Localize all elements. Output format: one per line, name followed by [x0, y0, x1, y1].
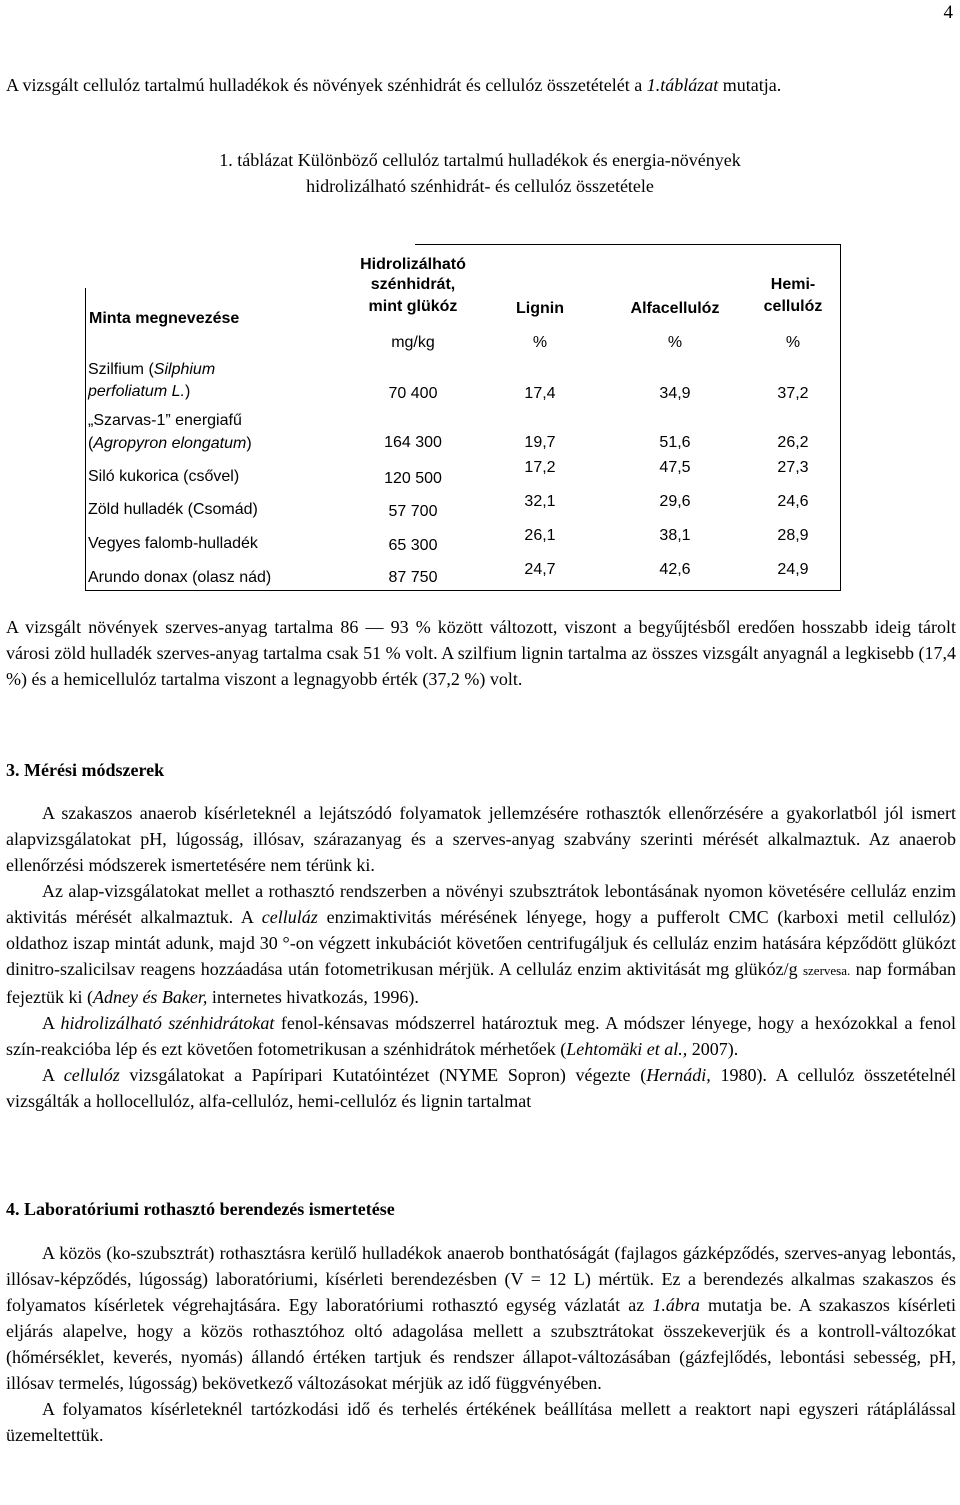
- row-4-name: Vegyes falomb-hulladék: [88, 535, 258, 552]
- row-1-lignin: 19,7: [524, 434, 556, 451]
- row-0-carb: 70 400: [388, 385, 438, 402]
- intro-text-a: A vizsgált cellulóz tartalmú hulladékok és növények szénhidrát és cellulóz összetételét a: [6, 75, 647, 95]
- caption-line-2: hidrolizálható szénhidrát- és cellulóz összetétele: [306, 176, 654, 196]
- methods-paragraph-c: [6, 1010, 956, 1062]
- intro-paragraph: [6, 72, 956, 98]
- results-paragraph: A vizsgált növények szerves-anyag tartalma 86 — 93 % között változott, viszont a begyűjtésből eredően hosszabb ideig tárolt városi zöld hulladék szerves-anyag tartalma csak 51 % volt. A szilfium lignin tartalma az összes vizsgált anyagnál a legkisebb (17,4 %) és a hemicellulóz tartalma viszont a legnagyobb érték (37,2 %) volt.: [6, 617, 956, 689]
- methods-c-italic-1: hidrolizálható szénhidrátokat: [60, 1013, 275, 1033]
- row-1-alfa: 51,6: [659, 434, 691, 451]
- row-1-carb: 164 300: [384, 434, 442, 451]
- row-3-hemi: 24,6: [777, 493, 809, 510]
- row-1-name: [88, 409, 298, 455]
- row-0-name-a: Szilfium (: [88, 361, 154, 378]
- header-name: Minta megnevezése: [89, 310, 240, 327]
- row-0-hemi: 37,2: [777, 385, 809, 402]
- row-1-name-b: ): [246, 435, 252, 452]
- header-carb-3: mint glükóz: [368, 298, 458, 315]
- row-1-name-a: „Szarvas-1” energiafű (: [88, 412, 242, 452]
- row-0-name: [88, 359, 263, 403]
- lab-a-text-1: A közös (ko-szubsztrát) rothasztásra kerülő hulladékok anaerob bonthatóságát (fajlagos gázképződés, szerves-anyag lebontás, illósav-képződés, lúgosság) laboratóriumi, kísérleti berendezésben (V = 12 L) mértük. Ez a berendezés alkalmas szakaszos és folyamatos kísérletek végrehajtására. Egy laboratóriumi rothasztó egység vázlatát az: [6, 1243, 956, 1315]
- row-2-lignin: 17,2: [524, 459, 556, 476]
- row-0-lignin: 17,4: [524, 385, 556, 402]
- row-2-carb: 120 500: [384, 470, 442, 487]
- methods-d-text-1: A: [42, 1065, 64, 1085]
- header-alfa: Alfacellulóz: [630, 300, 720, 317]
- row-1-hemi: 26,2: [777, 434, 809, 451]
- row-0-name-italic: Silphium perfoliatum L.: [88, 361, 216, 400]
- row-4-lignin: 26,1: [524, 527, 556, 544]
- methods-c-italic-2: Lehtomäki et al.,: [566, 1039, 688, 1059]
- row-2-alfa: 47,5: [659, 459, 691, 476]
- methods-paragraph-a: A szakaszos anaerob kísérleteknél a lejátszódó folyamatok jellemzésére rothasztók ellenőrzésére a gyakorlatból jól ismert alapvizsgálatokat pH, lúgosság, illósav, szárazanyag és a szerves-anyag szabvány szerinti mérését alkalmaztuk. Az anaerob ellenőrzési módszerek ismertetésére nem térünk ki.: [6, 803, 956, 875]
- row-5-lignin: 24,7: [524, 561, 556, 578]
- unit-hemi: %: [785, 334, 801, 351]
- row-4-hemi: 28,9: [777, 527, 809, 544]
- methods-b-italic-1: celluláz: [261, 907, 318, 927]
- page-number: 4: [943, 2, 953, 23]
- row-2-hemi: 27,3: [777, 459, 809, 476]
- row-5-name: Arundo donax (olasz nád): [88, 569, 272, 586]
- header-carb-1: Hidrolizálható: [360, 256, 466, 273]
- table-bottom-border: [85, 590, 841, 591]
- lab-paragraph-a: [6, 1240, 956, 1396]
- header-hemi-2: cellulóz: [763, 298, 823, 315]
- row-3-carb: 57 700: [388, 503, 438, 520]
- header-hemi-1: Hemi-: [770, 276, 816, 293]
- row-0-name-b: ): [184, 383, 191, 400]
- section-4-body: [6, 1240, 956, 1448]
- header-carb-2: szénhidrát,: [370, 276, 456, 293]
- methods-b-text-4: internetes hivatkozás, 1996).: [207, 987, 419, 1007]
- methods-b-text-3: nap formában fejeztük ki (: [6, 959, 956, 1007]
- row-3-alfa: 29,6: [659, 493, 691, 510]
- header-lignin: Lignin: [516, 300, 564, 317]
- table-caption: [0, 147, 960, 199]
- row-5-hemi: 24,9: [777, 561, 809, 578]
- row-3-lignin: 32,1: [524, 493, 556, 510]
- unit-carb: mg/kg: [391, 334, 435, 351]
- methods-d-italic-2: Hernádi,: [646, 1065, 711, 1085]
- row-3-name: Zöld hulladék (Csomád): [88, 501, 258, 518]
- caption-line-1: 1. táblázat Különböző cellulóz tartalmú hulladékok és energia-növények: [219, 150, 741, 170]
- row-2-name: Siló kukorica (csővel): [88, 468, 240, 485]
- unit-alfa: %: [667, 334, 683, 351]
- row-4-alfa: 38,1: [659, 527, 691, 544]
- row-5-carb: 87 750: [388, 569, 438, 586]
- methods-b-text-1: Az alap-vizsgálatokat mellet a rothasztó rendszerben a növényi szubsztrátok lebontásának nyomon követésére celluláz enzim aktivitás mérését alkalmaztuk. A: [6, 881, 956, 927]
- methods-b-text-2: enzimaktivitás mérésének lényege, hogy a pufferolt CMC (karboxi metil cellulóz) oldathoz iszap mintát adunk, majd 30 °-on végzett inkubációt követően centrifugáljuk és celluláz enzim hatására képződött glükózt dinitro-szalicilsav reagens hozzáadása után fotometrikusan mérjük. A celluláz enzim aktivitását mg glükóz/g: [6, 907, 957, 979]
- methods-c-text-3: 2007).: [687, 1039, 739, 1059]
- section-4-heading: 4. Laboratóriumi rothasztó berendezés ismertetése: [6, 1199, 395, 1219]
- methods-b-small: szervesa.: [802, 963, 851, 978]
- composition-table: [85, 244, 841, 591]
- methods-c-text-1: A: [42, 1013, 61, 1033]
- lab-a-text-2: mutatja be. A szakaszos kísérleti eljárás alapelve, hogy a közös rothasztóhoz oltó adagolása mellett a szubsztrátokat összekeverjük és a kontroll-változókat (hőmérséklet, keverés, nyomás) állandó értéken tartjuk és rendszer állapot-változásában (gázfejlődés, lebontási sebesség, pH, illósav termelés, lúgosság) bekövetkező változásokat mérjük az idő függvényében.: [6, 1295, 957, 1393]
- lab-paragraph-b: A folyamatos kísérleteknél tartózkodási idő és terhelés értékének beállítása mellett a reaktort napi egyszeri rátáplálással üzemeltettük.: [6, 1399, 956, 1445]
- methods-d-italic-1: cellulóz: [63, 1065, 120, 1085]
- methods-c-text-2: fenol-kénsavas módszerrel határoztuk meg. A módszer lényege, hogy a hexózokkal a fenol szín-reakcióba lép és ezt követően fotometrikusan a szénhidrátok mérhetőek (: [6, 1013, 957, 1059]
- section-3-heading: 3. Mérési módszerek: [6, 760, 165, 780]
- table-left-border: [85, 288, 86, 591]
- section-3-body: [6, 800, 956, 1114]
- intro-text-b: mutatja.: [718, 75, 782, 95]
- methods-paragraph-d: [6, 1062, 956, 1114]
- methods-d-text-2: vizsgálatokat a Papíripari Kutatóintézet (NYME Sopron) végezte (: [119, 1065, 647, 1085]
- methods-d-text-3: 1980). A cellulóz összetételnél vizsgálták a hollocellulóz, alfa-cellulóz, hemi-cellulóz és lignin tartalmat: [6, 1065, 957, 1111]
- row-0-alfa: 34,9: [659, 385, 691, 402]
- row-5-alfa: 42,6: [659, 561, 691, 578]
- lab-a-figure-ref: 1.ábra: [652, 1295, 700, 1315]
- intro-table-ref: 1.táblázat: [646, 75, 719, 95]
- methods-b-italic-2: Adney és Baker,: [92, 987, 208, 1007]
- row-4-carb: 65 300: [388, 537, 438, 554]
- table-top-border: [415, 244, 841, 245]
- methods-paragraph-b: [6, 878, 956, 1010]
- row-1-name-italic: Agropyron elongatum: [93, 435, 247, 452]
- unit-lignin: %: [532, 334, 548, 351]
